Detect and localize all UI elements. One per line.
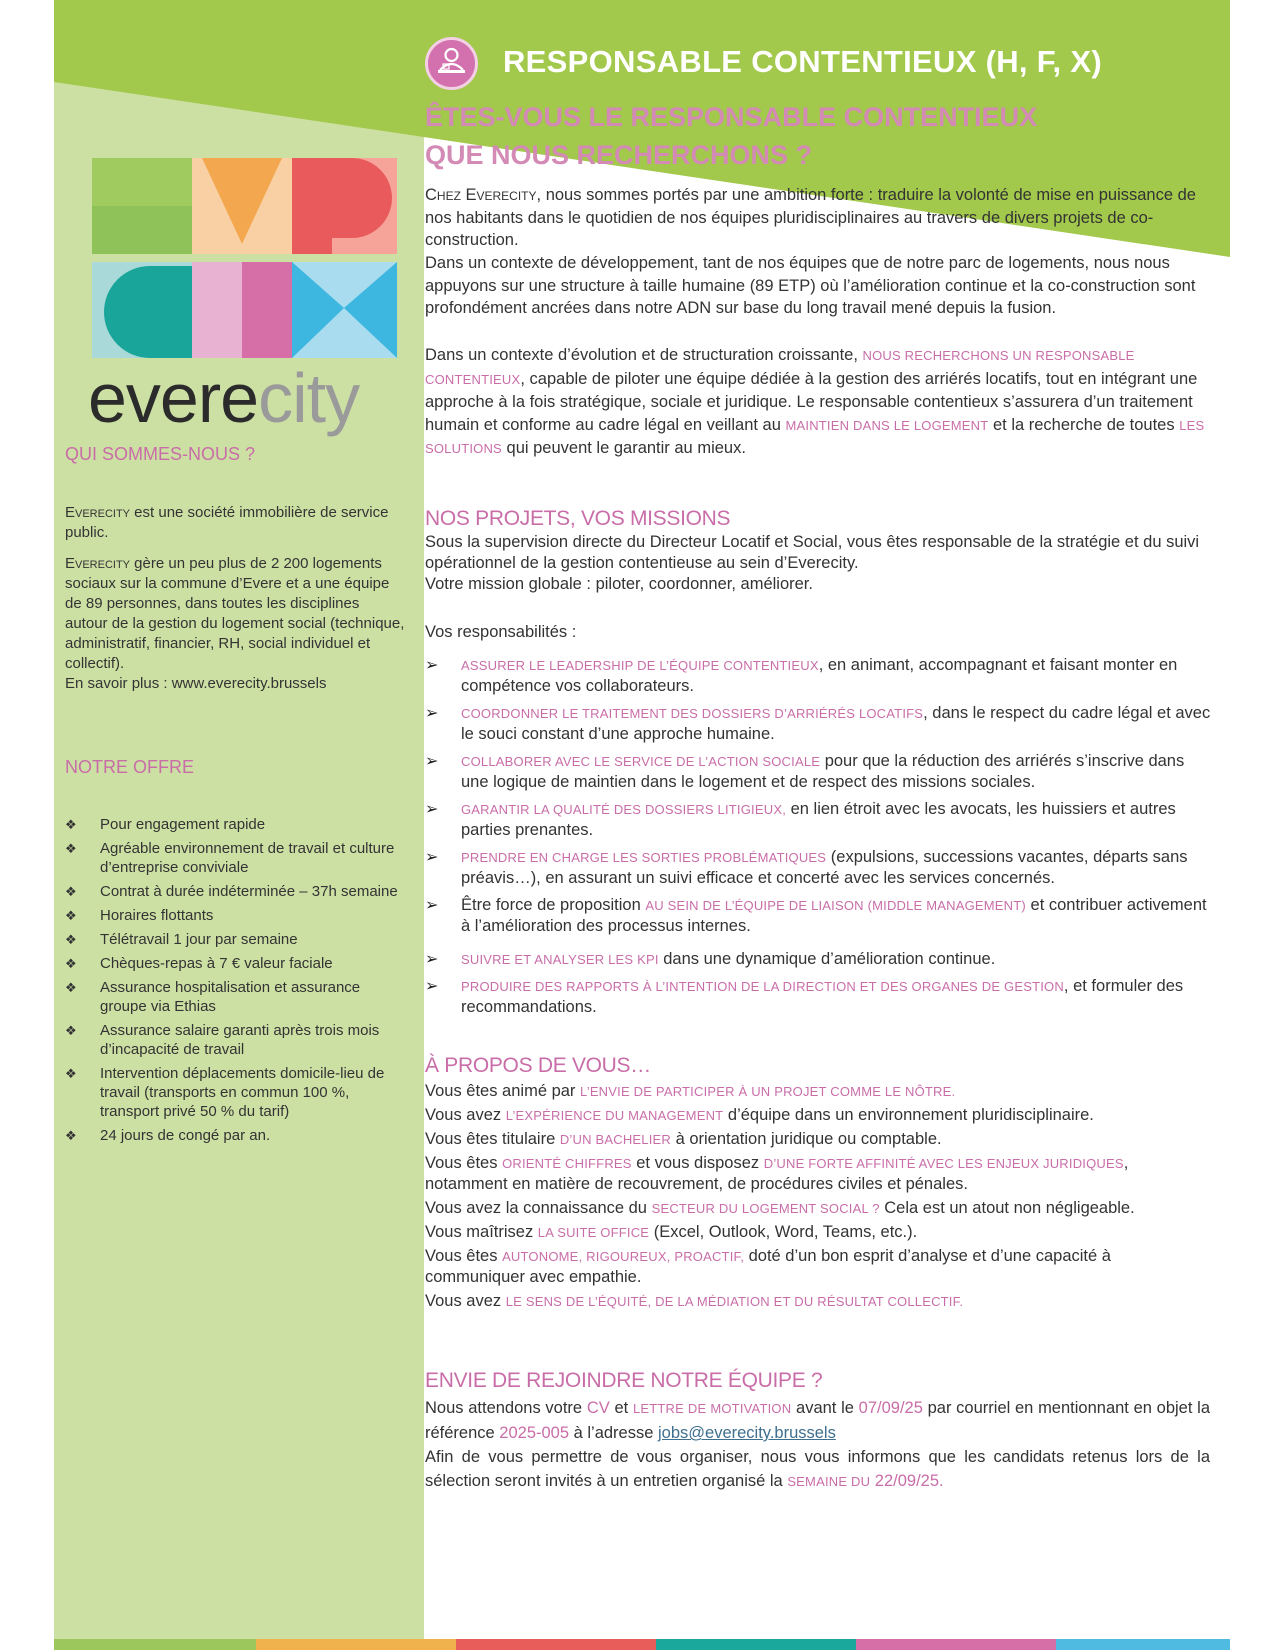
missions-title: NOS PROJETS, VOS MISSIONS — [425, 507, 731, 530]
diamond-bullet-icon: ❖ — [65, 1066, 77, 1081]
list-item: ➢ Être force de proposition AU SEIN DE L’ÉQUIPE DE LIAISON (MIDDLE MANAGEMENT) et contribuer activement à l’amélioration des processus internes. — [425, 896, 1207, 935]
evercity-logo-icon — [92, 158, 397, 358]
missions-paragraph: Sous la supervision directe du Directeur Locatif et Social, vous êtes responsable de la stratégie et du suivi opérationnel de la gestion contentieuse au sein d’Everecity. Votre mission globale : piloter, coordonner, améliorer. — [425, 533, 1200, 593]
apply-title: ENVIE DE REJOINDRE NOTRE ÉQUIPE ? — [425, 1369, 823, 1392]
list-item: ❖ Chèques-repas à 7 € valeur faciale — [65, 955, 333, 972]
person-at-desk-icon — [425, 37, 478, 90]
diamond-bullet-icon: ❖ — [65, 841, 77, 856]
arrow-bullet-icon: ➢ — [425, 801, 439, 818]
list-item: ➢ ASSURER LE LEADERSHIP DE L’ÉQUIPE CONTENTIEUX, en animant, accompagnant et faisant monter en compétence vos collaborateurs. — [425, 656, 1178, 695]
who-paragraph-1: Everecity est une société immobilière de service public. — [65, 504, 389, 541]
email-link[interactable]: jobs@everecity.brussels — [658, 1424, 836, 1442]
arrow-bullet-icon: ➢ — [425, 897, 439, 914]
arrow-bullet-icon: ➢ — [425, 657, 439, 674]
offer-list — [65, 815, 405, 1150]
bottom-stripe — [54, 1639, 1230, 1650]
diamond-bullet-icon: ❖ — [65, 980, 77, 995]
diamond-bullet-icon: ❖ — [65, 908, 77, 923]
list-item: ❖ Assurance salaire garanti après trois mois d’incapacité de travail — [65, 1022, 380, 1058]
responsibilities-label: Vos responsabilités : — [425, 623, 577, 641]
list-item: ❖ 24 jours de congé par an. — [65, 1127, 271, 1144]
diamond-bullet-icon: ❖ — [65, 1128, 77, 1143]
list-item: ➢ SUIVRE ET ANALYSER LES KPI dans une dynamique d’amélioration continue. — [425, 950, 996, 968]
offer-title: NOTRE OFFRE — [65, 757, 194, 777]
who-title: QUI SOMMES-NOUS ? — [65, 444, 256, 464]
arrow-bullet-icon: ➢ — [425, 849, 439, 866]
about-title: À PROPOS DE VOUS… — [425, 1054, 651, 1077]
list-item: ➢ PRENDRE EN CHARGE LES SORTIES PROBLÉMATIQUES (expulsions, successions vacantes, départs sans préavis…), en assurant un suivi efficace et concerté avec les services concernés. — [425, 848, 1188, 887]
diamond-bullet-icon: ❖ — [65, 1023, 77, 1038]
diamond-bullet-icon: ❖ — [65, 884, 77, 899]
apply-section: Nous attendons votre CV et LETTRE DE MOTIVATION avant le 07/09/25 par courriel en mentionnant en objet la référence 2025-005 à l’adresse jobs@everecity.brussels Afin de vous permettre de vous organiser, nous vous informons que les candidats retenus lors de la sélection seront invités à un entretien organisé la SEMAINE DU 22/09/25. — [425, 1399, 1210, 1490]
diamond-bullet-icon: ❖ — [65, 817, 77, 832]
list-item: ➢ GARANTIR LA QUALITÉ DES DOSSIERS LITIGIEUX, en lien étroit avec les avocats, les huissiers et autres parties prenantes. — [425, 800, 1176, 839]
responsibilities-list — [425, 655, 1215, 1024]
arrow-bullet-icon: ➢ — [425, 951, 439, 968]
list-item: ❖ Assurance hospitalisation et assurance groupe via Ethias — [65, 979, 361, 1015]
diamond-bullet-icon: ❖ — [65, 932, 77, 947]
list-item: ❖ Intervention déplacements domicile-lieu de travail (transports en commun 100 %, transport privé 50 % du tarif) — [65, 1065, 385, 1120]
intro-paragraph-1: Chez Everecity, nous sommes portés par une ambition forte : traduire la volonté de mise en puissance de nos habitants dans le quotidien de nos équipes pluridisciplinaires au travers de divers projets de co-construction. — [425, 186, 1196, 249]
list-item: ➢ PRODUIRE DES RAPPORTS À L’INTENTION DE LA DIRECTION ET DES ORGANES DE GESTION, et formuler des recommandations. — [425, 977, 1184, 1016]
about-section: Vous êtes animé par L’ENVIE DE PARTICIPER À UN PROJET COMME LE NÔTRE. Vous avez L’EXPÉRIENCE DU MANAGEMENT d’équipe dans un environnement pluridisciplinaire. Vous êtes titulaire D’UN BACHELIER à orientation juridique ou comptable. Vous êtes ORIENTÉ CHIFFRES et vous disposez D’UNE FORTE AFFINITÉ AVEC LES ENJEUX JURIDIQUES, notamment en matière de recouvrement, de procédures civiles et pénales. Vous avez la connaissance du SECTEUR DU LOGEMENT SOCIAL ? Cela est un atout non négligeable. Vous maîtrisez LA SUITE OFFICE (Excel, Outlook, Word, Teams, etc.). Vous êtes AUTONOME, RIGOUREUX, PROACTIF, doté d’un bon esprit d’analyse et d’une capacité à communiquer avec empathie. Vous avez LE SENS DE L’ÉQUITÉ, DE LA MÉDIATION ET DU RÉSULTAT COLLECTIF. — [425, 1082, 1135, 1310]
diamond-bullet-icon: ❖ — [65, 956, 77, 971]
logo-wordmark: everecity — [88, 359, 360, 437]
headline: ÊTES-VOUS LE RESPONSABLE CONTENTIEUX QUE NOUS RECHERCHONS ? — [425, 102, 1038, 170]
arrow-bullet-icon: ➢ — [425, 705, 439, 722]
list-item: ❖ Horaires flottants — [65, 907, 214, 924]
list-item: ❖ Agréable environnement de travail et culture d’entreprise conviviale — [65, 840, 395, 876]
intro-paragraph-3: Dans un contexte d’évolution et de structuration croissante, NOUS RECHERCHONS UN RESPONSABLE CONTENTIEUX, capable de piloter une équipe dédiée à la gestion des arriérés locatifs, tout en intégrant une approche à la fois stratégique, sociale et juridique. Le responsable contentieux s’assurera d’un traitement humain et conforme au cadre légal en veillant au MAINTIEN DANS LE LOGEMENT et la recherche de toutes LES SOLUTIONS qui peuvent le garantir au mieux. — [425, 346, 1205, 457]
list-item: ➢ COLLABORER AVEC LE SERVICE DE L’ACTION SOCIALE pour que la réduction des arriérés s’inscrive dans une logique de maintien dans le logement et de respect des missions sociales. — [425, 752, 1185, 791]
arrow-bullet-icon: ➢ — [425, 978, 439, 995]
who-paragraph-2: Everecity gère un peu plus de 2 200 logements sociaux sur la commune d’Evere et a une équipe de 89 personnes, dans toutes les disciplines autour de la gestion du logement social (technique, administratif, financier, RH, social individuel et collectif). En savoir plus : www.everecity.brussels — [65, 555, 405, 692]
list-item: ❖ Pour engagement rapide — [65, 816, 266, 833]
list-item: ❖ Contrat à durée indéterminée – 37h semaine — [65, 883, 398, 900]
learn-more-link[interactable]: En savoir plus : www.everecity.brussels — [65, 675, 327, 692]
page-title: RESPONSABLE CONTENTIEUX (H, F, X) — [503, 44, 1102, 79]
arrow-bullet-icon: ➢ — [425, 753, 439, 770]
list-item: ❖ Télétravail 1 jour par semaine — [65, 931, 298, 948]
list-item: ➢ COORDONNER LE TRAITEMENT DES DOSSIERS D’ARRIÉRÉS LOCATIFS, dans le respect du cadre légal et avec le souci constant d’une approche humaine. — [425, 704, 1211, 743]
intro-paragraph-2: Dans un contexte de développement, tant de nos équipes que de notre parc de logements, nous nous appuyons sur une structure à taille humaine (89 ETP) où l’amélioration continue et la co-construction sont profondément ancrées dans notre ADN sur base du long travail mené depuis la fusion. — [425, 254, 1196, 317]
